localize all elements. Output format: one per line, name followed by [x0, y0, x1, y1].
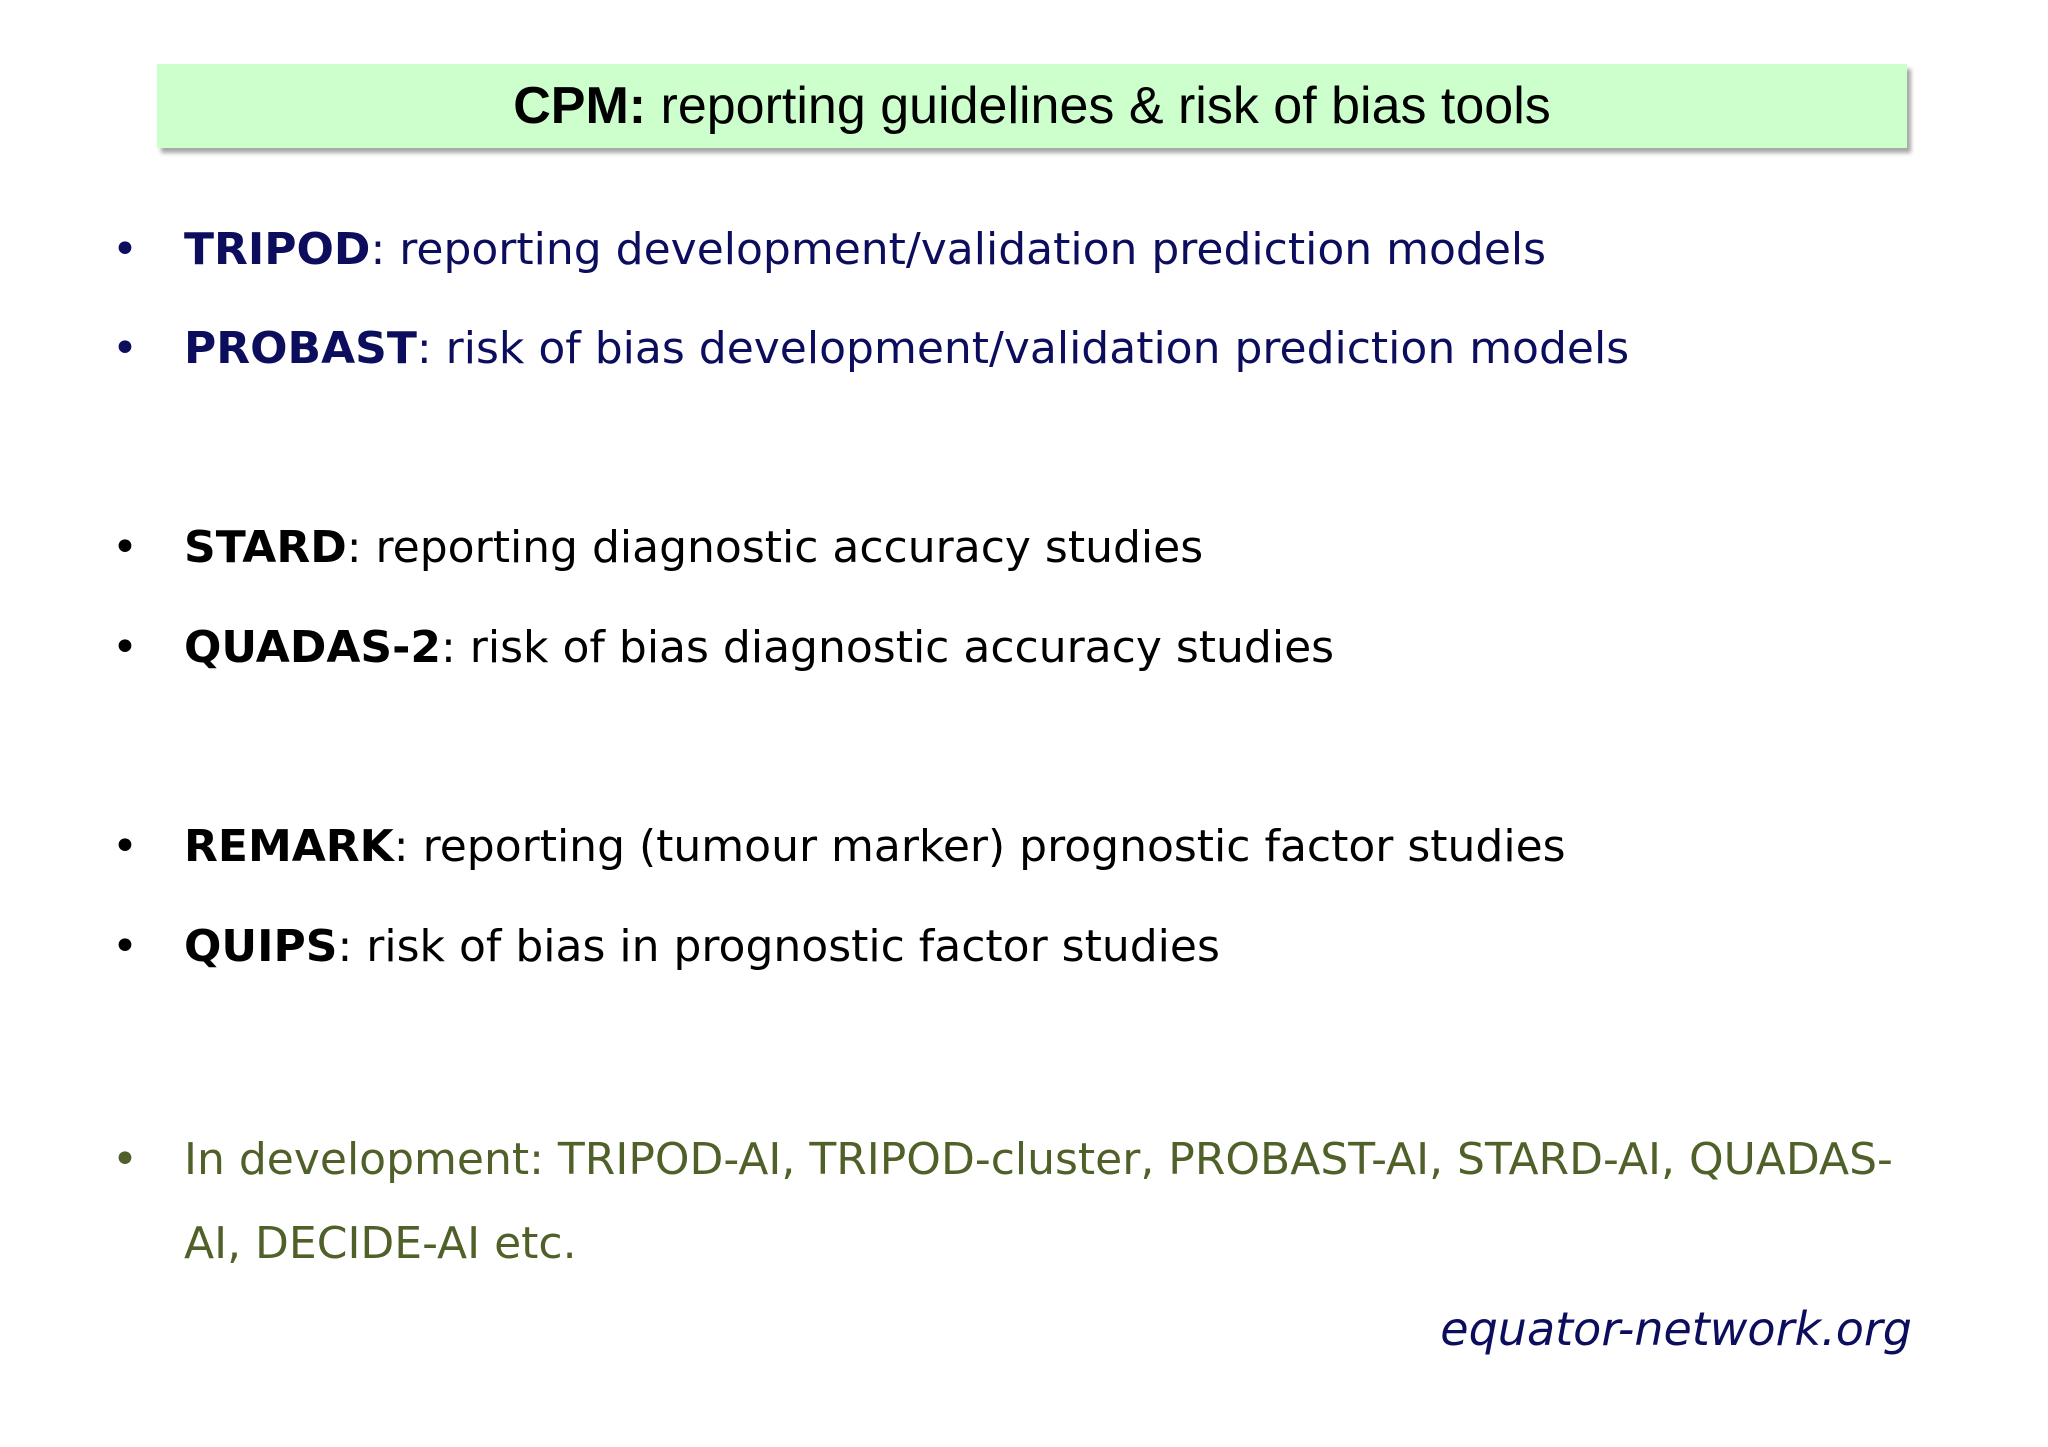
guideline-description: : risk of bias diagnostic accuracy studies — [440, 622, 1335, 673]
guideline-description: : reporting (tumour marker) prognostic factor studies — [393, 821, 1566, 872]
bullet-icon: • — [112, 323, 138, 374]
guideline-description: : risk of bias in prognostic factor studies — [337, 921, 1220, 972]
guideline-description: : reporting development/validation prediction models — [370, 224, 1547, 275]
guideline-name: PROBAST — [184, 323, 417, 374]
list-item-in-development — [110, 1118, 1940, 1286]
guideline-name: REMARK — [184, 821, 394, 872]
guideline-name: QUIPS — [184, 921, 338, 972]
guideline-description: : risk of bias development/validation prediction models — [416, 323, 1630, 374]
guideline-name: STARD — [184, 522, 347, 573]
bullet-icon: • — [112, 522, 138, 573]
bullet-icon: • — [112, 1134, 138, 1185]
title-prefix: CPM: — [513, 77, 647, 135]
development-note: In development: TRIPOD-AI, TRIPOD-cluster, PROBAST-AI, STARD-AI, QUADAS-AI, DECIDE-AI etc. — [184, 1134, 1893, 1269]
guideline-name: QUADAS-2 — [184, 622, 441, 673]
slide-title-banner — [157, 64, 1907, 148]
title-text: reporting guidelines & risk of bias tools — [646, 77, 1551, 135]
source-link[interactable]: equator-network.org — [1440, 1302, 1912, 1356]
guideline-description: : reporting diagnostic accuracy studies — [346, 522, 1204, 573]
bullet-icon: • — [112, 921, 138, 972]
bullet-icon: • — [112, 224, 138, 275]
guideline-name: TRIPOD — [184, 224, 371, 275]
bullet-icon: • — [112, 821, 138, 872]
bullet-icon: • — [112, 622, 138, 673]
